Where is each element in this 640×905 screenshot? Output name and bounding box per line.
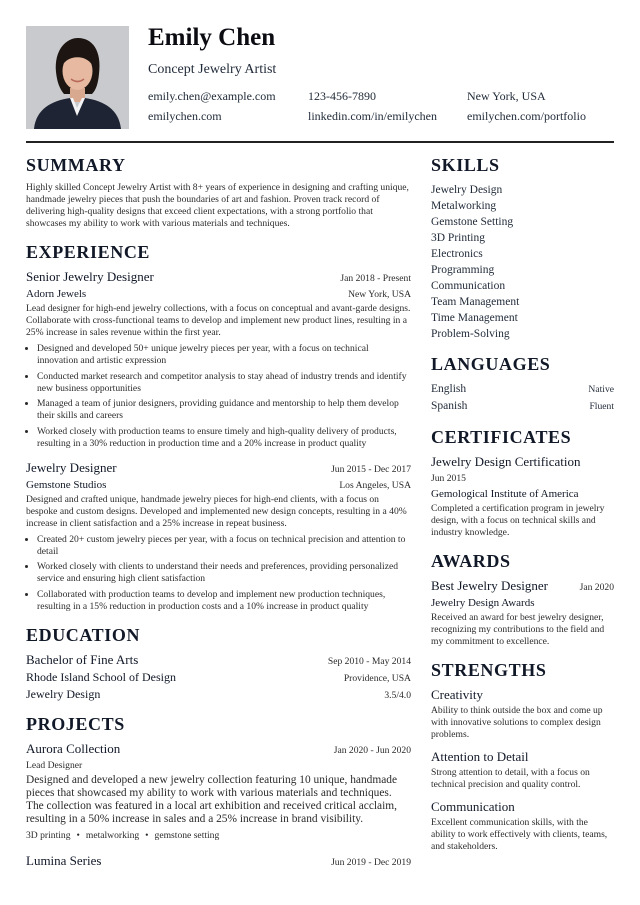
strength-name: Creativity bbox=[431, 687, 483, 702]
school: Rhode Island School of Design bbox=[26, 669, 176, 684]
job-bullets bbox=[26, 534, 411, 613]
strength-item bbox=[431, 749, 614, 791]
project-name: Lumina Series bbox=[26, 852, 102, 868]
location: New York, USA bbox=[467, 89, 546, 103]
job-entry bbox=[26, 269, 411, 450]
education-dates: Sep 2010 - May 2014 bbox=[327, 655, 411, 667]
award-issuer: Jewelry Design Awards bbox=[431, 597, 535, 609]
strength-item bbox=[431, 687, 614, 741]
languages-section bbox=[431, 354, 614, 415]
certificate-name: Jewelry Design Certification bbox=[431, 454, 581, 469]
job-company: Adorn Jewels bbox=[26, 288, 87, 300]
language-level: Native bbox=[588, 384, 614, 395]
strength-description: Ability to think outside the box and come up with innovative solutions to complex design problems. bbox=[431, 705, 603, 740]
skill-item: Metalworking bbox=[431, 200, 497, 212]
school-location: Providence, USA bbox=[343, 672, 411, 684]
job-location: New York, USA bbox=[348, 289, 411, 300]
list-item: • Created 20+ custom jewelry pieces per year, with a focus on technical precision and attention to detail bbox=[37, 534, 411, 558]
skill-item: Communication bbox=[431, 280, 506, 292]
list-item: • Conducted market research and competitor analysis to stay ahead of industry trends and identify new business opportunities bbox=[37, 371, 411, 395]
linkedin-link[interactable]: linkedin.com/in/emilychen bbox=[308, 109, 437, 123]
strength-name: Communication bbox=[431, 799, 515, 814]
summary-text: Highly skilled Concept Jewelry Artist with 8+ years of experience in designing and crafting unique, handmade jewelry pieces that push the boundaries of art and fashion. Proven track record of delivering high-quality designs that exceed client expectations, with a strong portfolio that showcases my ability to work with various materials and techniques. bbox=[26, 182, 409, 229]
job-bullets bbox=[26, 343, 411, 450]
section-heading: EXPERIENCE bbox=[26, 242, 151, 262]
award-name: Best Jewelry Designer bbox=[431, 578, 548, 593]
section-heading: EDUCATION bbox=[26, 624, 141, 645]
tag: 3D printing bbox=[26, 829, 71, 841]
job-role: Jewelry Designer bbox=[26, 459, 117, 475]
strength-description: Excellent communication skills, with the ability to work effectively with clients, teams, and stakeholders. bbox=[431, 817, 608, 852]
project-entry bbox=[26, 741, 411, 841]
language-name: Spanish bbox=[431, 400, 468, 412]
project-dates: Jan 2020 - Jun 2020 bbox=[333, 744, 411, 756]
education-section bbox=[26, 625, 411, 702]
gpa: 3.5/4.0 bbox=[384, 689, 411, 701]
section-heading: CERTIFICATES bbox=[431, 427, 572, 447]
project-entry bbox=[26, 853, 411, 869]
list-item: • Worked closely with production teams to ensure timely and high-quality delivery of products, resulting in a 30% reduction in production time and a 20% increase in product quality bbox=[37, 426, 411, 450]
skill-item: Jewelry Design bbox=[431, 184, 503, 196]
award-description: Received an award for best jewelry designer, recognizing my contributions to the field and my commitment to excellence. bbox=[431, 612, 605, 647]
left-column bbox=[26, 155, 411, 869]
awards-section bbox=[431, 551, 614, 648]
skill-item: 3D Printing bbox=[431, 232, 485, 244]
job-entry bbox=[26, 460, 411, 613]
project-description: Designed and developed a new jewelry collection featuring 10 unique, handmade pieces that showcased my ability to work with various materials and techniques. The collection was featured in a local art exhibition and received critical acclaim, resulting in a 50% increase in sales and a 25% increase in brand visibility. bbox=[26, 773, 398, 825]
job-description: Lead designer for high-end jewelry collections, with a focus on conceptual and avant-garde designs. Collaborate with cross-functional teams to develop and implement new product lines, resulting in a 25% increase in sales revenue within the first year. bbox=[26, 303, 411, 338]
job-location: Los Angeles, USA bbox=[339, 479, 411, 491]
list-item: • Collaborated with production teams to develop and implement new production techniques, resulting in a 15% reduction in production costs and a 10% increase in product quality bbox=[37, 589, 411, 613]
language-name: English bbox=[431, 383, 467, 395]
strengths-section bbox=[431, 660, 614, 853]
list-item: • Worked closely with clients to understand their needs and preferences, providing personalized service and ensuring high client satisfaction bbox=[37, 561, 411, 585]
projects-section bbox=[26, 714, 411, 869]
list-item: • Managed a team of junior designers, providing guidance and mentorship to help them develop their skills and careers bbox=[37, 398, 411, 422]
strength-description: Strong attention to detail, with a focus on technical precision and quality control. bbox=[431, 767, 590, 790]
email-link[interactable]: emily.chen@example.com bbox=[148, 89, 276, 103]
skill-item: Time Management bbox=[431, 312, 518, 324]
section-heading: SKILLS bbox=[431, 155, 500, 175]
language-level: Fluent bbox=[589, 401, 614, 412]
candidate-title: Concept Jewelry Artist bbox=[148, 62, 277, 77]
tag: gemstone setting bbox=[154, 829, 220, 841]
job-dates: Jun 2015 - Dec 2017 bbox=[331, 463, 411, 475]
profile-photo bbox=[26, 26, 129, 129]
experience-section bbox=[26, 242, 411, 613]
project-name: Aurora Collection bbox=[26, 740, 121, 756]
list-item: • Designed and developed 50+ unique jewelry pieces per year, with a focus on technical innovation and artistic expression bbox=[37, 343, 411, 367]
strength-item bbox=[431, 799, 614, 853]
section-heading: AWARDS bbox=[431, 551, 511, 571]
skills-section bbox=[431, 155, 614, 342]
tag: metalworking bbox=[85, 829, 140, 841]
right-column bbox=[431, 155, 614, 853]
project-tags: 3D printing • metalworking • gemstone setting bbox=[26, 829, 220, 841]
certificates-section bbox=[431, 427, 614, 539]
certificate-issuer: Gemological Institute of America bbox=[431, 488, 579, 500]
skill-item: Electronics bbox=[431, 248, 483, 260]
website-link[interactable]: emilychen.com bbox=[148, 109, 222, 123]
degree: Bachelor of Fine Arts bbox=[26, 651, 139, 667]
skill-item: Gemstone Setting bbox=[431, 216, 514, 228]
field-of-study: Jewelry Design bbox=[26, 686, 101, 701]
job-company: Gemstone Studios bbox=[26, 478, 107, 491]
skill-item: Problem-Solving bbox=[431, 328, 510, 340]
certificate-description: Completed a certification program in jewelry design, with a focus on technical skills and industry knowledge. bbox=[431, 503, 605, 538]
strength-name: Attention to Detail bbox=[431, 749, 529, 764]
certificate-date: Jun 2015 bbox=[431, 473, 466, 484]
skill-item: Programming bbox=[431, 264, 495, 276]
candidate-name: Emily Chen bbox=[148, 24, 276, 51]
project-dates: Jun 2019 - Dec 2019 bbox=[331, 856, 411, 868]
section-heading: PROJECTS bbox=[26, 713, 125, 734]
summary-section bbox=[26, 155, 411, 230]
section-heading: SUMMARY bbox=[26, 155, 126, 175]
project-role: Lead Designer bbox=[26, 759, 83, 771]
portfolio-link[interactable]: emilychen.com/portfolio bbox=[467, 109, 586, 123]
award-date: Jan 2020 bbox=[579, 582, 614, 593]
header-divider bbox=[26, 141, 614, 143]
section-heading: STRENGTHS bbox=[431, 660, 547, 680]
job-description: Designed and crafted unique, handmade jewelry pieces for high-end clients, with a focus on bespoke and custom designs. Developed and implemented new design concepts, resulting in a 40% increase in client satisfaction and a 25% increase in repeat business. bbox=[26, 493, 407, 529]
section-heading: LANGUAGES bbox=[431, 354, 551, 374]
job-role: Senior Jewelry Designer bbox=[26, 269, 154, 284]
skill-item: Team Management bbox=[431, 296, 520, 308]
phone-number[interactable]: 123-456-7890 bbox=[308, 89, 376, 103]
job-dates: Jan 2018 - Present bbox=[340, 273, 411, 284]
